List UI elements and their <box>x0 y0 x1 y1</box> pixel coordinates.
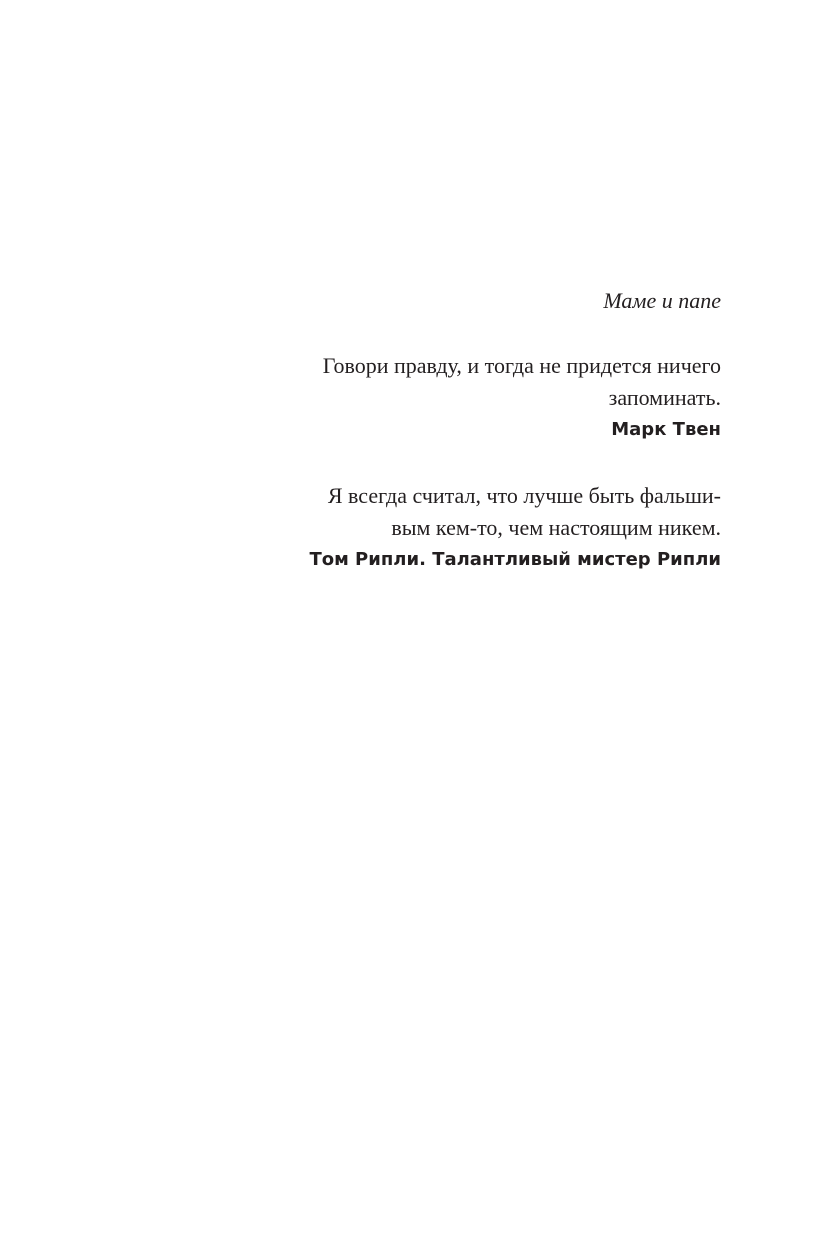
epigraph-tom-ripley <box>261 480 721 576</box>
epigraph-line: Говори правду, и тогда не придется ничего <box>322 353 721 378</box>
dedication-text: Маме и папе <box>603 288 721 313</box>
epigraph-author: Марк Твен <box>611 419 721 440</box>
epigraph-mark-twain <box>261 350 721 446</box>
epigraph-line: запоминать. <box>608 385 721 410</box>
dedication <box>261 285 721 317</box>
epigraph-author: Том Рипли. Талантливый мистер Рипли <box>309 549 721 570</box>
epigraph-line: Я всегда считал, что лучше быть фальши- <box>327 483 721 508</box>
epigraph-line: вым кем-то, чем настоящим никем. <box>391 515 721 540</box>
